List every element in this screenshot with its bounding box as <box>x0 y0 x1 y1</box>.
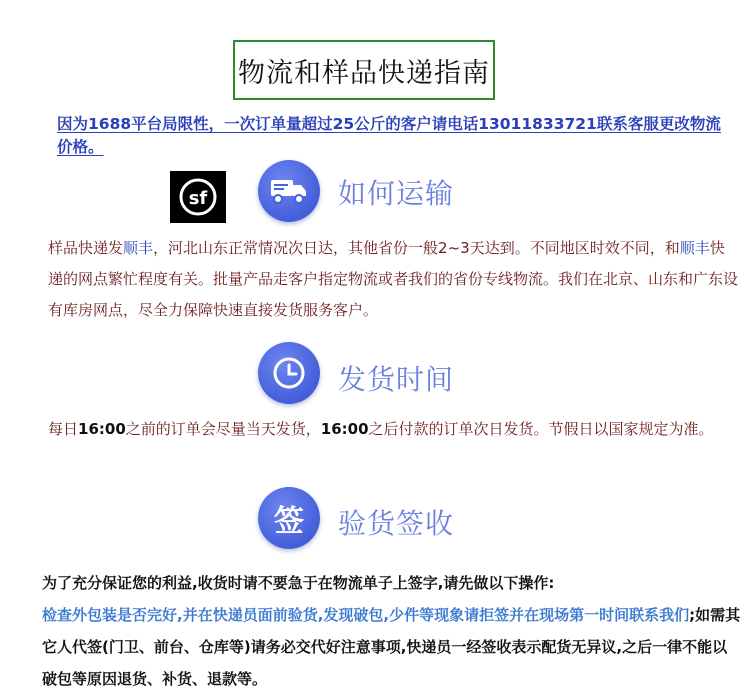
sign-policy-text: ;如需其它人代签(门卫、前台、仓库等)请务必交代好注意事项,快递员一经签收表示配货无异议,之后一律不能以破包等原因退货、补货、退款等。 <box>42 606 741 688</box>
time-text-3: 之后付款的订单次日发货。节假日以国家规定为准。 <box>368 420 714 438</box>
cutoff-time-1: 16:00 <box>78 420 126 438</box>
sign-icon-glyph: 签 <box>274 504 304 539</box>
truck-icon <box>258 160 320 222</box>
time-text-1: 每日 <box>48 420 79 438</box>
section-heading-time: 发货时间 <box>338 363 455 396</box>
cutoff-time-2: 16:00 <box>320 420 369 438</box>
inspection-instructions: 检查外包装是否完好,并在快递员面前验货,发现破包,少件等现象请拒签并在现场第一时间联系我们 <box>42 606 690 624</box>
sign-instructions <box>42 599 742 695</box>
time-paragraph <box>48 414 738 445</box>
transport-paragraph <box>48 233 738 326</box>
transport-text-2: ，河北山东正常情况次日达，其他省份一般2~3天达到。不同地区时效不同，和 <box>153 239 680 257</box>
time-text-2: 之前的订单会尽量当天发货， <box>125 420 321 438</box>
sf-label-2: 顺丰 <box>679 239 710 257</box>
svg-text:sf: sf <box>188 188 208 209</box>
sf-label-1: 顺丰 <box>123 239 154 257</box>
page-title-text: 物流和样品快递指南 <box>238 57 490 89</box>
section-heading-transport: 如何运输 <box>338 177 455 210</box>
sign-paragraph <box>42 567 742 695</box>
transport-text-3: 快递的网点繁忙程度有关。批量产品走客户指定物流或者我们的省份专线物流。我们在北京、山东和广东设有库房网点，尽全力保障快速直接发货服务客户。 <box>48 239 739 319</box>
notice-banner: 因为1688平台局限性，一次订单量超过25公斤的客户请电话13011833721联系客服更改物流价格。 <box>57 115 721 156</box>
transport-text-1: 样品快递发 <box>48 239 124 257</box>
sf-express-logo <box>170 171 226 223</box>
page-title <box>233 40 495 100</box>
section-heading-sign: 验货签收 <box>338 507 455 540</box>
sign-intro-line: 为了充分保证您的利益,收货时请不要急于在物流单子上签字,请先做以下操作: <box>42 574 555 592</box>
clock-icon <box>258 342 320 404</box>
sign-icon <box>258 487 320 549</box>
